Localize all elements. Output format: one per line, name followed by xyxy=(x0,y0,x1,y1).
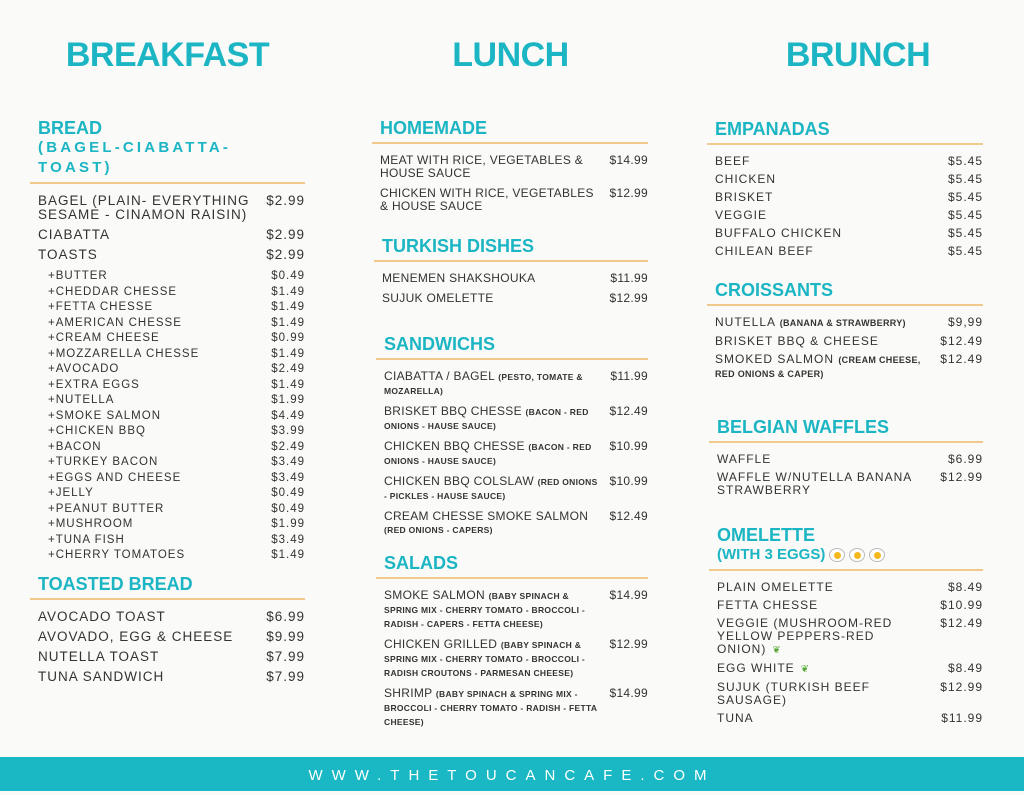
item-name-text: +AMERICAN CHESSE xyxy=(48,316,182,329)
item-name-text: BEEF xyxy=(715,154,751,168)
breakfast-title: BREAKFAST xyxy=(65,36,270,74)
item-price: $3.49 xyxy=(271,471,305,484)
item-name-text: CHICKEN WITH RICE, VEGETABLES & HOUSE SAUCE xyxy=(380,186,594,213)
item-name xyxy=(715,245,948,258)
item-name-text: CHICKEN GRILLED xyxy=(384,637,498,651)
menu-item xyxy=(30,410,305,423)
menu-item xyxy=(707,353,983,381)
item-price: $12.99 xyxy=(609,291,648,305)
menu-item xyxy=(30,518,305,531)
item-name-text: +CHERRY TOMATOES xyxy=(48,549,186,561)
item-list xyxy=(374,272,648,305)
section-divider xyxy=(709,441,983,443)
brunch-title: BRUNCH xyxy=(785,36,931,74)
section-divider xyxy=(376,577,648,579)
item-name xyxy=(382,272,610,285)
item-price: $5.45 xyxy=(947,190,983,204)
item-name-text: +CHEDDAR CHESSE xyxy=(48,285,178,298)
item-name xyxy=(384,510,609,537)
item-name-text: +TURKEY BACON xyxy=(48,456,159,468)
menu-item xyxy=(376,589,648,631)
addon-list xyxy=(30,270,305,562)
item-price: $5.45 xyxy=(947,226,983,240)
menu-item xyxy=(30,534,305,547)
section-heading xyxy=(376,334,648,354)
item-list xyxy=(376,589,648,729)
section-heading xyxy=(709,417,983,437)
item-description: (BABY SPINACH & SPRING MIX - BROCCOLI - CHERRY TOMATO - RADISH - FETTA CHEESE) xyxy=(384,689,597,727)
item-price: $5.45 xyxy=(947,154,983,168)
item-name xyxy=(48,317,271,330)
menu-item xyxy=(376,687,648,729)
menu-item xyxy=(30,650,305,664)
section-divider xyxy=(30,182,305,184)
item-name xyxy=(717,712,941,725)
item-name-text: SUJUK (TURKISH BEEF SAUSAGE) xyxy=(717,680,871,707)
menu-item xyxy=(707,155,983,168)
item-name-text: +CHICKEN BBQ xyxy=(48,425,146,437)
menu-item xyxy=(30,248,305,262)
item-name xyxy=(715,353,940,381)
item-name xyxy=(38,248,266,262)
section-sandwichs xyxy=(376,334,648,544)
item-price: $2.49 xyxy=(271,440,305,453)
section-title: SANDWICHS xyxy=(384,334,495,354)
menu-item xyxy=(707,335,983,348)
item-name xyxy=(717,599,940,612)
item-list xyxy=(709,581,983,725)
item-name-text: CHILEAN BEEF xyxy=(715,244,814,258)
menu-item xyxy=(707,227,983,240)
section-divider xyxy=(372,142,648,144)
section-title: BELGIAN WAFFLES xyxy=(717,417,889,437)
item-price: $10.99 xyxy=(609,439,648,453)
item-name xyxy=(48,410,271,423)
item-description: (BANANA & STRAWBERRY) xyxy=(779,318,906,328)
item-price: $1.49 xyxy=(271,549,305,561)
item-name-text: SUJUK OMELETTE xyxy=(382,291,494,305)
item-name-text: WAFFLE xyxy=(717,452,772,466)
item-price: $5.45 xyxy=(947,208,983,222)
menu-item xyxy=(707,173,983,186)
item-name-text: NUTELLA xyxy=(715,315,776,329)
menu-item xyxy=(709,581,983,594)
item-name xyxy=(48,487,271,500)
item-description: (PESTO, TOMATE & MOZARELLA) xyxy=(384,372,583,396)
menu-item xyxy=(376,475,648,503)
item-price: $3.49 xyxy=(271,456,305,468)
item-price: $0.99 xyxy=(271,332,305,344)
section-divider xyxy=(30,598,305,600)
item-name xyxy=(48,549,271,562)
item-price: $14.99 xyxy=(609,686,648,700)
item-name xyxy=(48,472,271,485)
item-name xyxy=(384,589,609,631)
section-subtitle xyxy=(38,138,305,178)
item-price: $0.49 xyxy=(271,502,305,515)
item-name xyxy=(715,155,948,168)
section-heading xyxy=(707,280,983,300)
item-name-text: CREAM CHESSE SMOKE SALMON xyxy=(384,509,589,523)
item-name-text: VEGGIE (MUSHROOM-RED YELLOW PEPPERS-RED ONION) xyxy=(717,616,893,656)
menu-item xyxy=(709,453,983,466)
item-name-text: CHICKEN xyxy=(715,172,777,186)
item-name xyxy=(48,332,271,345)
item-price: $9.99 xyxy=(266,629,305,644)
item-name xyxy=(384,638,609,680)
item-description: (RED ONIONS - CAPERS) xyxy=(384,525,493,535)
item-price: $14.99 xyxy=(609,588,648,602)
menu-item xyxy=(30,379,305,392)
item-name-text: SMOKED SALMON xyxy=(715,352,835,366)
item-price: $14.99 xyxy=(609,153,648,167)
menu-item xyxy=(376,370,648,398)
item-name-text: AVOVADO, EGG & CHEESE xyxy=(38,629,234,644)
section-heading xyxy=(376,553,648,573)
item-price: $12.49 xyxy=(940,334,983,348)
item-name xyxy=(382,292,609,305)
item-name-text: +JELLY xyxy=(48,487,94,499)
menu-item xyxy=(30,441,305,454)
fried-egg-icon xyxy=(869,548,885,562)
item-list xyxy=(30,610,305,684)
menu-item xyxy=(709,599,983,612)
menu-item xyxy=(30,630,305,644)
item-price: $5.45 xyxy=(947,172,983,186)
item-name xyxy=(717,453,948,466)
item-name-text: BAGEL (PLAIN- EVERYTHING SESAME - CINAMON RAISIN) xyxy=(38,193,250,222)
item-name xyxy=(380,154,609,180)
item-price: $7.99 xyxy=(266,669,305,684)
menu-item xyxy=(30,456,305,469)
menu-item xyxy=(707,245,983,258)
menu-item xyxy=(30,332,305,345)
menu-item xyxy=(707,191,983,204)
menu-item xyxy=(30,503,305,516)
item-price: $2.99 xyxy=(266,247,305,262)
item-name xyxy=(717,581,948,594)
item-name-text: +BACON xyxy=(48,440,102,453)
section-title: EMPANADAS xyxy=(715,119,830,139)
item-name-text: +EXTRA EGGS xyxy=(48,378,140,391)
menu-item xyxy=(30,610,305,624)
section-title: BREAD xyxy=(38,118,103,138)
fried-egg-icon xyxy=(849,548,865,562)
item-name xyxy=(715,316,948,330)
item-name-text: TUNA xyxy=(717,711,754,725)
menu-item xyxy=(30,363,305,376)
section-title: CROISSANTS xyxy=(715,280,834,300)
item-price: $11.99 xyxy=(941,711,983,725)
menu-item xyxy=(709,712,983,725)
menu-item xyxy=(30,487,305,500)
menu-item xyxy=(707,316,983,330)
menu-item xyxy=(372,187,648,213)
item-name-text: +MOZZARELLA CHESSE xyxy=(48,347,200,360)
section-title: TURKISH DISHES xyxy=(382,236,535,256)
item-price: $6.99 xyxy=(266,609,305,624)
menu-item xyxy=(374,272,648,285)
item-name-text: +BUTTER xyxy=(48,270,108,282)
section-subtitle-text: (BAGEL-CIABATTA-TOAST) xyxy=(38,139,232,176)
menu-item xyxy=(30,228,305,242)
item-description: (BACON - RED ONIONS - HAUSE SAUCE) xyxy=(384,407,589,431)
item-price: $8.49 xyxy=(947,661,983,675)
item-name xyxy=(48,286,271,299)
menu-item xyxy=(374,292,648,305)
menu-item xyxy=(30,348,305,361)
item-price: $3.49 xyxy=(271,533,305,546)
item-price: $9,99 xyxy=(947,315,983,329)
item-name-text: +NUTELLA xyxy=(48,394,115,406)
item-name xyxy=(48,363,271,376)
section-toasted-bread xyxy=(30,574,305,690)
item-price: $1.49 xyxy=(271,301,305,313)
item-description: (CREAM CHEESE, RED ONIONS & CAPER) xyxy=(715,355,921,379)
menu-item xyxy=(30,317,305,330)
lunch-title: LUNCH xyxy=(452,36,569,74)
menu-item xyxy=(376,638,648,680)
item-name-text: TUNA SANDWICH xyxy=(38,669,165,684)
section-heading xyxy=(30,574,305,594)
item-price: $2.49 xyxy=(271,363,305,375)
item-price: $7.99 xyxy=(266,649,305,664)
item-name-text: BRISKET BBQ & CHEESE xyxy=(715,334,879,348)
item-price: $11.99 xyxy=(610,369,648,383)
item-name-text: +AVOCADO xyxy=(48,363,120,375)
item-price: $12.99 xyxy=(940,470,983,484)
section-divider xyxy=(707,143,983,145)
item-name xyxy=(715,191,948,204)
menu-item xyxy=(376,440,648,468)
item-name xyxy=(715,335,940,348)
item-name xyxy=(717,662,948,676)
section-divider xyxy=(374,260,648,262)
item-price: $12.99 xyxy=(940,680,983,694)
item-name xyxy=(38,630,266,644)
menu-item xyxy=(30,301,305,314)
item-price: $1.49 xyxy=(271,285,305,298)
item-name xyxy=(38,228,266,242)
section-omelette xyxy=(709,525,983,730)
item-list xyxy=(376,370,648,537)
item-name-text: CHICKEN BBQ CHESSE xyxy=(384,439,525,453)
item-price: $5.45 xyxy=(947,244,983,258)
item-name xyxy=(717,471,940,497)
item-price: $12.99 xyxy=(609,186,648,200)
menu-item xyxy=(376,510,648,537)
section-divider xyxy=(376,358,648,360)
section-turkish-dishes xyxy=(374,236,648,312)
section-homemade xyxy=(372,118,648,220)
item-name-text: TOASTS xyxy=(38,247,98,262)
item-name xyxy=(715,209,948,222)
section-salads xyxy=(376,553,648,736)
section-empanadas xyxy=(707,119,983,263)
item-price: $12.49 xyxy=(609,404,648,418)
item-name xyxy=(48,441,271,454)
item-price: $0.49 xyxy=(271,487,305,499)
item-name-text: +FETTA CHESSE xyxy=(48,301,154,313)
item-name xyxy=(717,681,940,707)
item-price: $6.99 xyxy=(947,452,983,466)
item-name xyxy=(48,534,271,547)
menu-item xyxy=(707,209,983,222)
section-heading xyxy=(707,119,983,139)
item-name-text: SMOKE SALMON xyxy=(384,588,485,602)
menu-item xyxy=(30,670,305,684)
section-bread xyxy=(30,118,305,565)
section-title: TOASTED BREAD xyxy=(38,574,193,594)
section-divider xyxy=(709,569,983,571)
item-price: $2.99 xyxy=(266,227,305,242)
item-name xyxy=(48,270,271,283)
item-price: $11.99 xyxy=(610,271,648,285)
item-name xyxy=(384,475,609,503)
item-name xyxy=(48,503,271,516)
item-name xyxy=(384,440,609,468)
item-price: $10.99 xyxy=(940,598,983,612)
item-name-text: +TUNA FISH xyxy=(48,533,125,546)
item-name xyxy=(380,187,609,213)
section-title: HOMEMADE xyxy=(380,118,487,138)
item-price: $0.49 xyxy=(271,270,305,282)
item-name xyxy=(48,301,271,314)
item-name xyxy=(717,617,940,657)
item-price: $1.49 xyxy=(271,347,305,360)
item-name xyxy=(715,227,948,240)
item-name-text: +SMOKE SALMON xyxy=(48,409,162,422)
item-name xyxy=(48,348,271,361)
menu-item xyxy=(30,472,305,485)
item-price: $1.49 xyxy=(271,316,305,329)
item-name-text: EGG WHITE xyxy=(717,661,795,675)
item-name-text: +PEANUT BUTTER xyxy=(48,502,165,515)
item-name xyxy=(38,194,266,222)
menu-item xyxy=(376,405,648,433)
item-list xyxy=(707,155,983,258)
menu-item xyxy=(30,194,305,222)
item-name-text: BUFFALO CHICKEN xyxy=(715,226,843,240)
item-name-text: MENEMEN SHAKSHOUKA xyxy=(382,271,536,285)
menu-item xyxy=(30,286,305,299)
item-price: $3.99 xyxy=(271,425,305,437)
item-name xyxy=(48,425,271,438)
item-name-text: SHRIMP xyxy=(384,686,433,700)
item-price: $8.49 xyxy=(947,580,983,594)
item-name xyxy=(715,173,948,186)
section-subtitle xyxy=(717,545,983,565)
item-name-text: VEGGIE xyxy=(715,208,768,222)
item-name xyxy=(38,610,266,624)
item-name-text: BRISKET xyxy=(715,190,774,204)
item-price: $1.99 xyxy=(271,518,305,530)
section-title: OMELETTE xyxy=(717,525,815,545)
section-heading xyxy=(372,118,648,138)
menu-item xyxy=(30,425,305,438)
item-name-text: +MUSHROOM xyxy=(48,518,134,530)
item-list xyxy=(30,194,305,262)
item-name-text: CIABATTA / BAGEL xyxy=(384,369,495,383)
section-title: SALADS xyxy=(384,553,459,573)
menu-item xyxy=(30,394,305,407)
item-price: $10.99 xyxy=(609,474,648,488)
section-belgian-waffles xyxy=(709,417,983,502)
section-heading xyxy=(709,525,983,565)
item-name-text: +EGGS AND CHEESE xyxy=(48,471,182,484)
item-name-text: BRISKET BBQ CHESSE xyxy=(384,404,522,418)
item-name-text: CIABATTA xyxy=(38,227,111,242)
item-description: (BACON - RED ONIONS - HAUSE SAUCE) xyxy=(384,442,592,466)
menu-item xyxy=(709,471,983,497)
item-name-text: MEAT WITH RICE, VEGETABLES & HOUSE SAUCE xyxy=(380,153,584,180)
menu-item xyxy=(709,617,983,657)
item-price: $12.99 xyxy=(609,637,648,651)
vegetarian-leaf-icon: ❦ xyxy=(772,645,782,656)
menu-item xyxy=(30,549,305,562)
item-price: $12.49 xyxy=(940,616,983,630)
menu-item xyxy=(709,681,983,707)
item-name xyxy=(48,456,271,469)
item-name xyxy=(38,650,266,664)
section-divider xyxy=(707,304,983,306)
vegetarian-leaf-icon: ❦ xyxy=(800,664,811,675)
section-heading xyxy=(374,236,648,256)
item-price: $1.49 xyxy=(271,378,305,391)
item-name xyxy=(48,518,271,531)
item-list xyxy=(707,316,983,381)
item-description: (BABY SPINACH & SPRING MIX - CHERRY TOMATO - BROCCOLI - RADISH - CAPERS - FETTA CHEESE) xyxy=(384,591,586,629)
item-name xyxy=(38,670,266,684)
section-croissants xyxy=(707,280,983,386)
item-list xyxy=(372,154,648,213)
item-name xyxy=(384,405,609,433)
item-price: $2.99 xyxy=(266,193,305,208)
item-price: $1.99 xyxy=(271,394,305,406)
item-name-text: CHICKEN BBQ COLSLAW xyxy=(384,474,534,488)
item-price: $12.49 xyxy=(940,352,983,366)
menu-item xyxy=(709,662,983,676)
item-name-text: AVOCADO TOAST xyxy=(38,609,166,624)
item-name-text: WAFFLE W/NUTELLA BANANA STRAWBERRY xyxy=(717,470,912,497)
section-heading xyxy=(30,118,305,178)
item-description: (RED ONIONS - PICKLES - HAUSE SAUCE) xyxy=(384,477,598,501)
item-name xyxy=(48,379,271,392)
menu-item xyxy=(372,154,648,180)
item-description: (BABY SPINACH & SPRING MIX - CHERRY TOMATO - BROCCOLI - RADISH CROUTONS - PARMESAN CHEESE) xyxy=(384,640,586,678)
footer-website[interactable]: WWW.THETOUCANCAFE.COM xyxy=(0,757,1024,791)
item-name xyxy=(48,394,271,407)
item-name xyxy=(384,370,610,398)
item-name-text: +CREAM CHEESE xyxy=(48,332,160,344)
item-name-text: FETTA CHESSE xyxy=(717,598,819,612)
section-subtitle-text: (WITH 3 EGGS) xyxy=(717,546,826,563)
item-price: $12.49 xyxy=(609,509,648,523)
fried-egg-icon xyxy=(829,548,845,562)
item-name xyxy=(384,687,609,729)
item-name-text: NUTELLA TOAST xyxy=(38,649,160,664)
item-name-text: PLAIN OMELETTE xyxy=(717,580,834,594)
menu-item xyxy=(30,270,305,283)
item-price: $4.49 xyxy=(271,409,305,422)
item-list xyxy=(709,453,983,497)
